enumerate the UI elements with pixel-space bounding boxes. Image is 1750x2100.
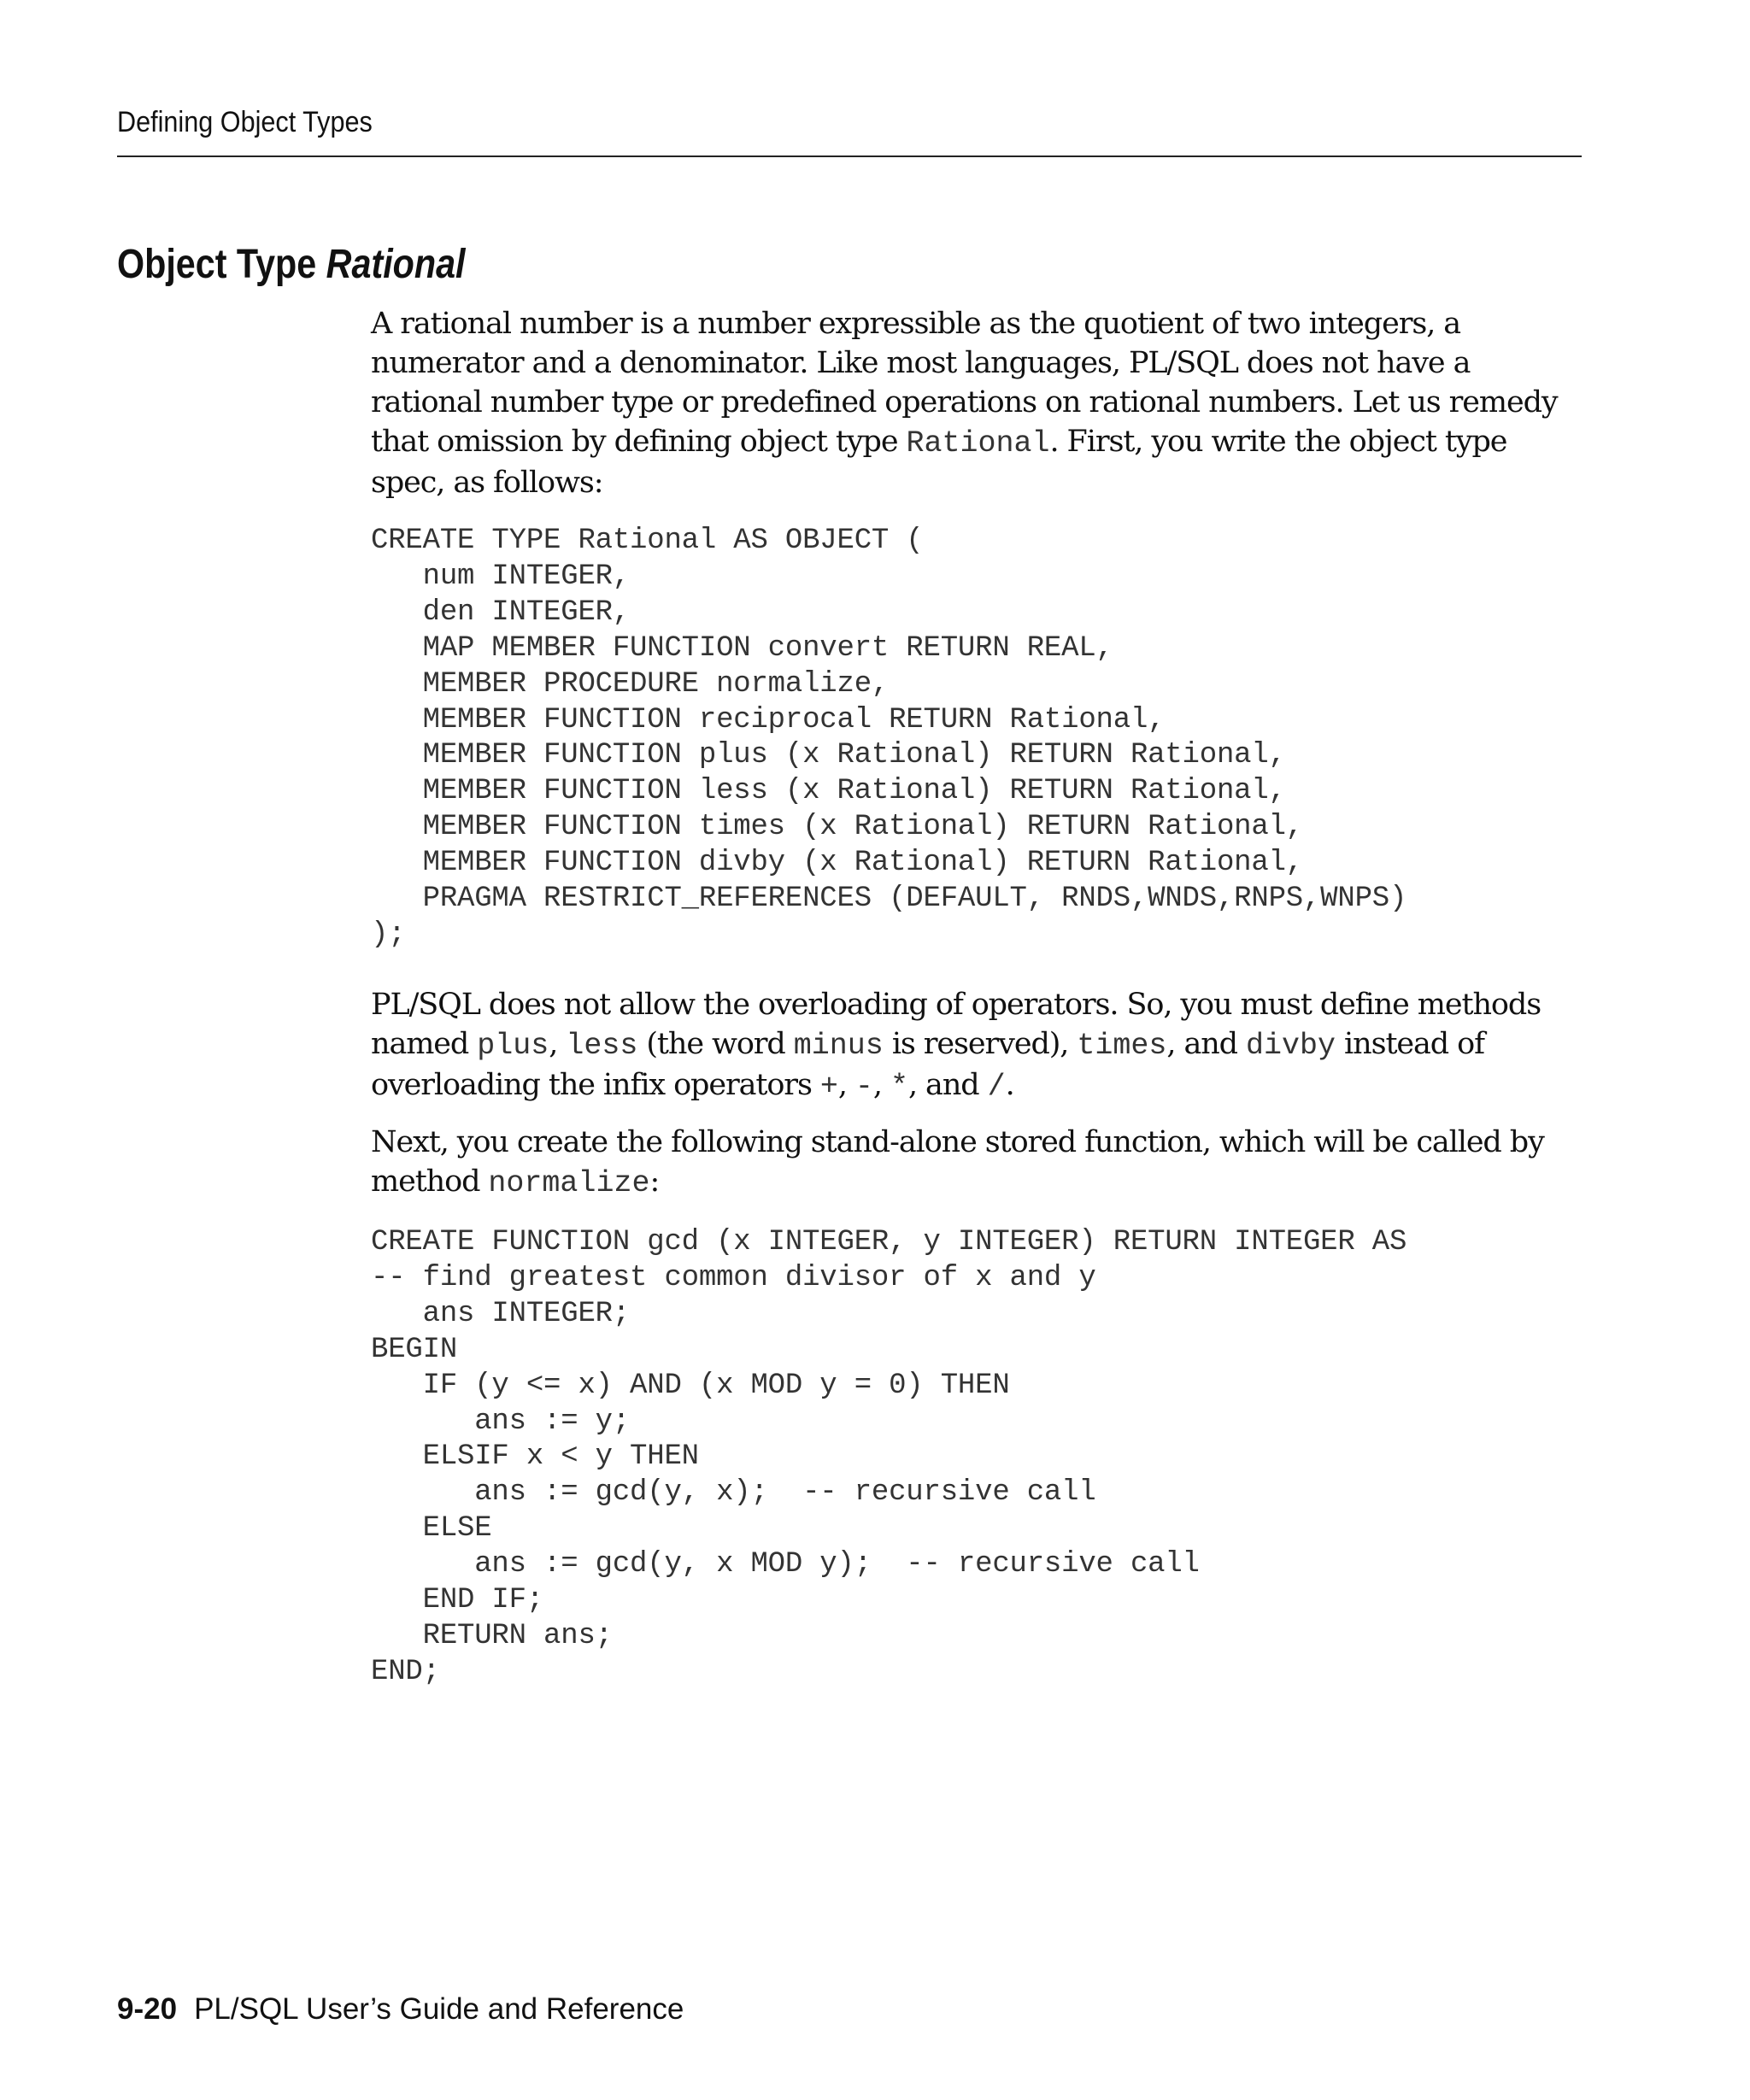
op-text-7: , xyxy=(837,1068,855,1102)
inline-code-plus: plus xyxy=(477,1029,549,1063)
gcd-text-2: : xyxy=(649,1164,660,1199)
inline-code-divby: divby xyxy=(1245,1029,1336,1063)
section-title-italic: Rational xyxy=(326,242,466,287)
inline-code-normalize: normalize xyxy=(488,1166,650,1200)
operators-paragraph xyxy=(371,985,1584,1106)
op-text-6: instead of overloading the infix operators xyxy=(371,1027,1484,1102)
code-block-gcd-function: CREATE FUNCTION gcd (x INTEGER, y INTEGER) RETURN INTEGER AS -- find greatest common divisor of x and y ans INTEGER; BEGIN IF (y <= x) AND (x MOD y = 0) THEN ans := y; ELSIF x < y THEN ans := gcd(y, x); -- recursive call ELSE ans := gcd(y, x MOD y); -- recursive call END IF; RETURN ans; END; xyxy=(371,1226,1407,1688)
running-header: Defining Object Types xyxy=(117,106,373,138)
inline-code-plus-operator: + xyxy=(819,1070,838,1104)
inline-code-minus: minus xyxy=(793,1029,884,1063)
intro-paragraph xyxy=(371,304,1584,502)
op-text-3: (the word xyxy=(637,1027,794,1061)
page-footer xyxy=(117,1992,684,2027)
section-title xyxy=(117,241,466,288)
gcd-text-1: Next, you create the following stand-alone stored function, which will be called by method xyxy=(371,1125,1544,1199)
header-rule xyxy=(117,155,1582,157)
inline-code-minus-operator: - xyxy=(854,1070,873,1104)
code-block-type-spec: CREATE TYPE Rational AS OBJECT ( num INTEGER, den INTEGER, MAP MEMBER FUNCTION convert RETURN REAL, MEMBER PROCEDURE normalize, MEMBER FUNCTION reciprocal RETURN Rational, MEMBER FUNCTION plus (x Rational) RETURN Rational, MEMBER FUNCTION less (x Rational) RETURN Rational, MEMBER FUNCTION times (x Rational) RETURN Rational, MEMBER FUNCTION divby (x Rational) RETURN Rational, PRAGMA RESTRICT_REFERENCES (DEFAULT, RNDS,WNDS,RNPS,WNPS) ); xyxy=(371,525,1407,951)
intro-text-2: . First, you write the object type spec, as follows: xyxy=(371,425,1507,500)
inline-code-divide-operator: / xyxy=(987,1070,1006,1104)
gcd-intro-paragraph xyxy=(371,1123,1584,1203)
op-text-10: . xyxy=(1005,1068,1014,1102)
inline-code-multiply-operator: * xyxy=(890,1070,908,1104)
op-text-4: is reserved), xyxy=(883,1027,1078,1061)
op-text-2: , xyxy=(549,1027,567,1061)
inline-code-times: times xyxy=(1077,1029,1167,1063)
inline-code-rational: Rational xyxy=(906,426,1050,460)
book-title: PL/SQL User’s Guide and Reference xyxy=(194,1992,684,2026)
inline-code-less: less xyxy=(566,1029,638,1063)
page-number: 9-20 xyxy=(117,1992,178,2026)
op-text-8: , xyxy=(872,1068,890,1102)
op-text-1: PL/SQL does not allow the overloading of operators. So, you must define methods named xyxy=(371,988,1542,1061)
op-text-9: , and xyxy=(908,1068,988,1102)
op-text-5: , and xyxy=(1166,1027,1246,1061)
intro-text-1: A rational number is a number expressible as the quotient of two integers, a numerator and a denominator. Like most languages, PL/SQL does not have a rational number type or predefined operations on rational numbers. Let us remedy that omission by defining object type xyxy=(371,307,1558,459)
section-title-prefix: Object Type xyxy=(117,242,326,287)
